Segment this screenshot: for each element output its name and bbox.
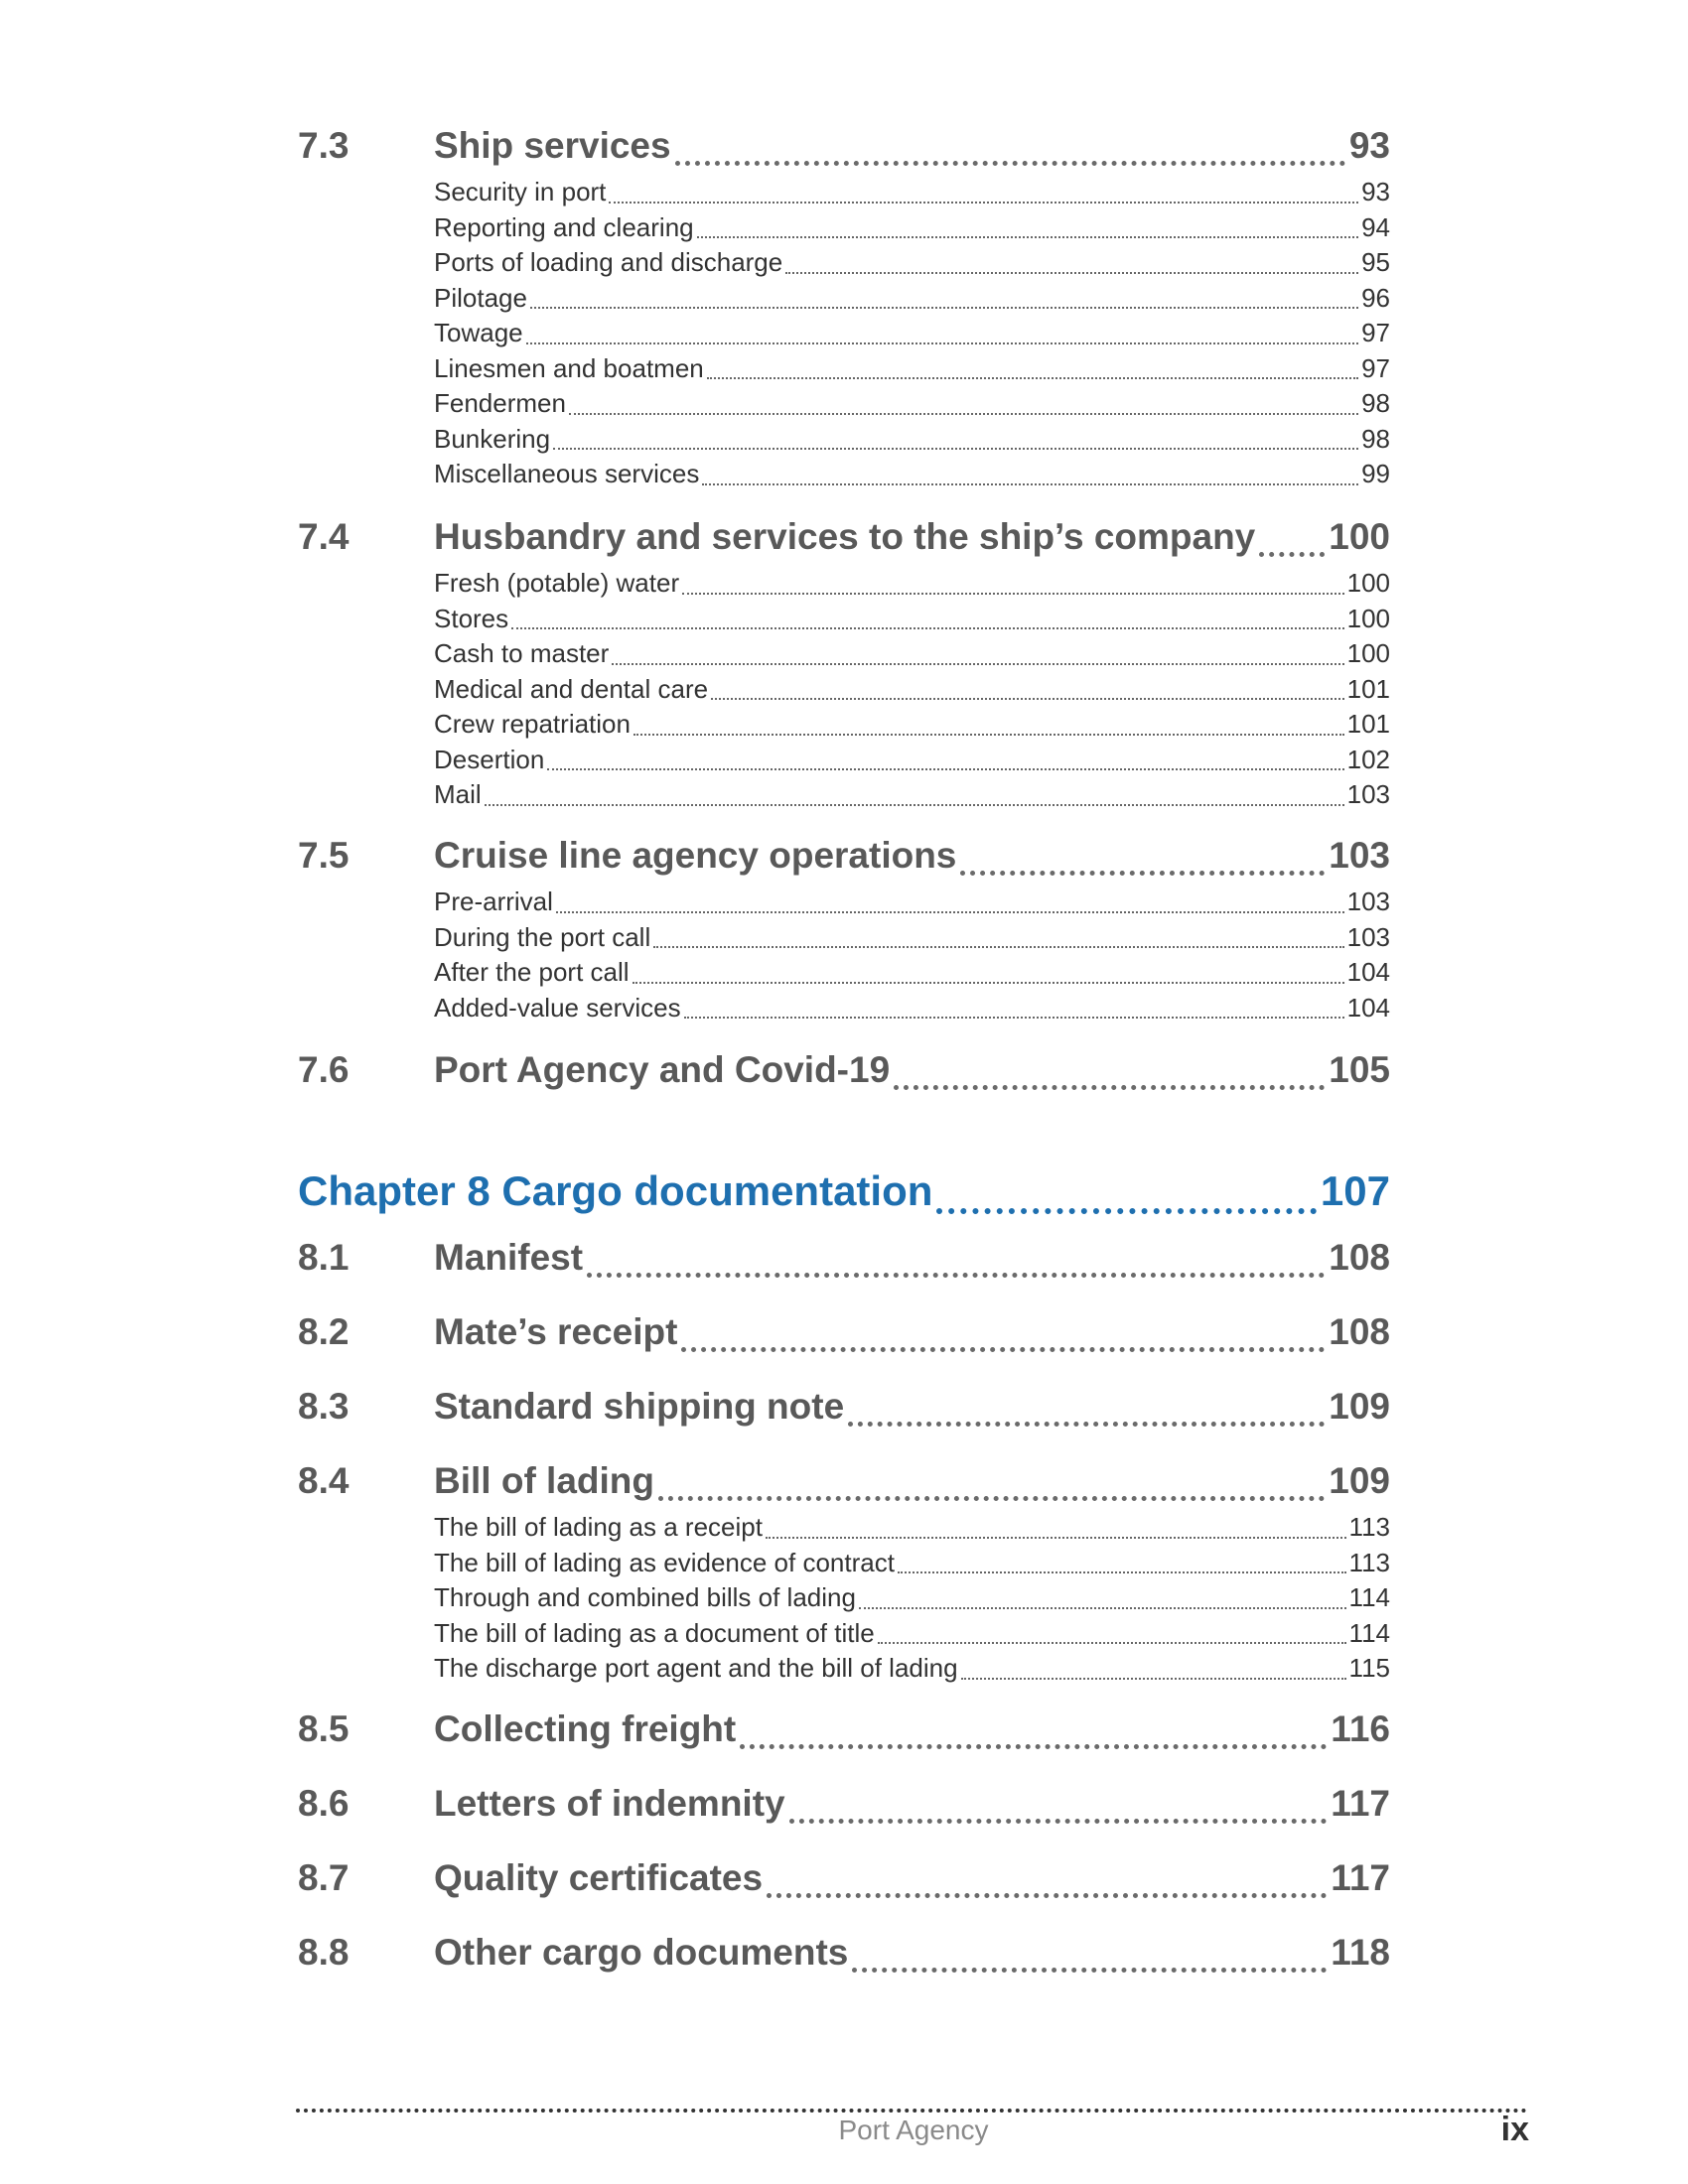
dot-leader [526,341,1358,344]
toc-subsection-entry[interactable] [434,212,1390,248]
dot-leader [612,662,1343,665]
subsection-page-number: 98 [1361,388,1390,418]
toc-section [298,1708,1390,1758]
dot-leader [658,1495,1325,1501]
section-title: Ship services [434,125,671,166]
toc-subsection-entry[interactable] [434,424,1390,460]
dot-leader [961,1677,1346,1680]
toc-subsection-entry[interactable] [434,353,1390,389]
subsection-title: The bill of lading as a document of title [434,1617,875,1648]
subsection-title: Cash to master [434,638,610,668]
dot-leader [894,1084,1325,1090]
subsection-title: Through and combined bills of lading [434,1582,856,1612]
subsection-page-number: 114 [1348,1582,1390,1612]
toc-subsection-entry[interactable] [434,568,1390,604]
subsection-page-number: 100 [1346,638,1390,668]
dot-leader [789,1818,1328,1824]
subsection-title: After the port call [434,957,630,987]
subsection-title: Pre-arrival [434,887,553,916]
dot-leader [766,1536,1346,1539]
section-title: Bill of lading [434,1460,654,1501]
section-number: 7.5 [298,835,350,876]
dot-leader [767,1892,1327,1898]
toc-subsection-entry[interactable] [434,745,1390,780]
section-number: 7.6 [298,1049,350,1090]
toc-section [298,1932,1390,1981]
subsection-title: The bill of lading as a receipt [434,1512,763,1542]
subsection-page-number: 103 [1346,921,1390,952]
toc-section-entry[interactable] [298,1311,1390,1361]
subsection-title: Desertion [434,744,545,774]
footer-book-title: Port Agency [838,2115,989,2145]
subsection-list [434,1512,1390,1689]
dot-leader [848,1421,1325,1427]
section-title: Cruise line agency operations [434,835,957,876]
subsection-page-number: 97 [1361,318,1390,347]
subsection-page-number: 99 [1361,459,1390,488]
toc-section [298,1049,1390,1099]
dot-leader [960,870,1325,876]
section-page-number: 105 [1329,1049,1390,1090]
toc-section-entry[interactable] [298,1708,1390,1758]
section-number: 8.4 [298,1460,350,1501]
dot-leader [553,447,1358,450]
toc-section [298,125,1390,494]
toc-subsection-entry[interactable] [434,604,1390,639]
section-number: 8.6 [298,1783,350,1824]
subsection-page-number: 104 [1346,957,1390,987]
footer-rule [296,2109,1527,2113]
subsection-page-number: 115 [1348,1653,1390,1683]
subsection-page-number: 101 [1346,709,1390,739]
subsection-list [434,887,1390,1027]
toc-section-entry[interactable] [298,1237,1390,1287]
toc-section-entry[interactable] [298,835,1390,885]
section-number: 8.3 [298,1386,350,1427]
section-page-number: 100 [1329,516,1390,557]
subsection-title: The bill of lading as evidence of contract [434,1547,895,1577]
section-page-number: 108 [1329,1311,1390,1352]
section-title: Quality certificates [434,1857,764,1898]
toc-section-entry[interactable] [298,1386,1390,1435]
toc-subsection-entry[interactable] [434,247,1390,283]
toc-subsection-entry[interactable] [434,887,1390,922]
subsection-page-number: 114 [1348,1617,1390,1648]
dot-leader [681,1346,1325,1352]
dot-leader [530,306,1358,309]
subsection-title: Ports of loading and discharge [434,247,783,277]
dot-leader [1259,551,1325,557]
toc-section-entry[interactable] [298,1049,1390,1099]
section-title: Letters of indemnity [434,1783,785,1824]
section-page-number: 116 [1331,1708,1390,1749]
toc-section [298,1783,1390,1833]
subsection-page-number: 104 [1346,992,1390,1023]
dot-leader [878,1641,1346,1644]
dot-leader [511,626,1343,629]
section-page-number: 117 [1331,1857,1390,1898]
toc-section [298,1386,1390,1435]
toc-section-entry[interactable] [298,1460,1390,1510]
dot-leader [684,1016,1344,1019]
subsection-title: Linesmen and boatmen [434,352,704,383]
toc-section-entry[interactable] [298,1857,1390,1907]
toc-section [298,835,1390,1027]
subsection-list [434,568,1390,815]
subsection-page-number: 93 [1361,177,1390,206]
dot-leader [633,733,1344,736]
subsection-page-number: 100 [1346,568,1390,598]
toc-section [298,1311,1390,1361]
chapter-heading[interactable] [298,1167,1390,1225]
section-number: 7.3 [298,125,350,166]
dot-leader [653,945,1343,948]
toc-subsection-entry[interactable] [434,957,1390,993]
toc-subsection-entry[interactable] [434,1548,1390,1583]
subsection-page-number: 94 [1361,211,1390,242]
section-number: 7.4 [298,516,350,557]
dot-leader [785,271,1358,274]
section-page-number: 109 [1329,1460,1390,1501]
subsection-page-number: 95 [1361,247,1390,277]
dot-leader [587,1272,1325,1278]
subsection-page-number: 103 [1346,887,1390,916]
subsection-page-number: 101 [1346,673,1390,704]
dot-leader [898,1570,1346,1573]
section-number: 8.2 [298,1311,350,1352]
toc-section [298,1460,1390,1689]
subsection-title: Bunkering [434,423,551,454]
section-page-number: 108 [1329,1237,1390,1278]
dot-leader [740,1743,1327,1749]
toc-section-entry[interactable] [298,1783,1390,1833]
subsection-page-number: 103 [1346,779,1390,809]
subsection-title: Medical and dental care [434,673,709,704]
section-page-number: 103 [1329,835,1390,876]
toc-subsection-entry[interactable] [434,318,1390,353]
dot-leader [675,160,1345,166]
dot-leader [711,697,1344,700]
dot-leader [707,376,1358,379]
toc-section [298,1237,1390,1287]
subsection-title: Crew repatriation [434,709,631,739]
subsection-list [434,177,1390,494]
section-title: Port Agency and Covid-19 [434,1049,891,1090]
toc-subsection-entry[interactable] [434,922,1390,958]
section-number: 8.8 [298,1932,350,1973]
toc-subsection-entry[interactable] [434,779,1390,815]
toc-subsection-entry[interactable] [434,709,1390,745]
section-number: 8.7 [298,1857,350,1898]
subsection-title: Added-value services [434,992,681,1023]
subsection-title: Fresh (potable) water [434,568,680,598]
subsection-page-number: 97 [1361,352,1390,383]
section-title: Mate’s receipt [434,1311,678,1352]
toc-subsection-entry[interactable] [434,638,1390,674]
dot-leader [569,412,1358,415]
subsection-title: Towage [434,318,523,347]
footer-page-number: ix [1500,2111,1529,2148]
section-title: Standard shipping note [434,1386,845,1427]
dot-leader [633,981,1344,984]
section-number: 8.5 [298,1708,350,1749]
section-page-number: 109 [1329,1386,1390,1427]
section-page-number: 93 [1348,125,1390,166]
dot-leader [609,201,1358,204]
subsection-title: Stores [434,603,509,633]
section-title: Manifest [434,1237,584,1278]
dot-leader [936,1207,1317,1214]
section-page-number: 118 [1331,1932,1390,1973]
subsection-title: Security in port [434,177,607,206]
subsection-title: Pilotage [434,282,527,313]
chapter-title: Chapter 8 Cargo documentation [298,1167,933,1214]
toc-subsection-entry[interactable] [434,674,1390,710]
subsection-page-number: 98 [1361,423,1390,454]
subsection-title: Reporting and clearing [434,211,694,242]
toc-subsection-entry[interactable] [434,388,1390,424]
subsection-title: During the port call [434,921,651,952]
section-title: Husbandry and services to the ship’s company [434,516,1256,557]
subsection-title: Miscellaneous services [434,459,700,488]
toc-subsection-entry[interactable] [434,459,1390,494]
subsection-title: Fendermen [434,388,566,418]
subsection-page-number: 113 [1348,1512,1390,1542]
toc-section [298,1857,1390,1907]
dot-leader [682,592,1344,595]
toc-subsection-entry[interactable] [434,283,1390,319]
subsection-title: The discharge port agent and the bill of lading [434,1653,958,1683]
subsection-title: Mail [434,779,482,809]
dot-leader [556,910,1344,913]
dot-leader [852,1967,1327,1973]
dot-leader [697,235,1358,238]
section-title: Other cargo documents [434,1932,849,1973]
toc-section-entry[interactable] [298,1932,1390,1981]
chapter-page-number: 107 [1320,1167,1390,1214]
toc-subsection-entry[interactable] [434,1512,1390,1548]
dot-leader [702,482,1358,485]
subsection-page-number: 102 [1346,744,1390,774]
toc-section-entry[interactable] [298,516,1390,566]
toc-section [298,516,1390,815]
toc-subsection-entry[interactable] [434,1653,1390,1689]
toc-section-entry[interactable] [298,125,1390,175]
section-page-number: 117 [1331,1783,1390,1824]
toc-subsection-entry[interactable] [434,1582,1390,1618]
toc-subsection-entry[interactable] [434,177,1390,212]
subsection-page-number: 96 [1361,282,1390,313]
section-number: 8.1 [298,1237,350,1278]
subsection-page-number: 100 [1346,603,1390,633]
toc-subsection-entry[interactable] [434,1618,1390,1654]
toc-subsection-entry[interactable] [434,993,1390,1028]
dot-leader [485,803,1344,806]
subsection-page-number: 113 [1348,1547,1390,1577]
dot-leader [859,1606,1346,1609]
section-title: Collecting freight [434,1708,737,1749]
dot-leader [547,767,1343,770]
